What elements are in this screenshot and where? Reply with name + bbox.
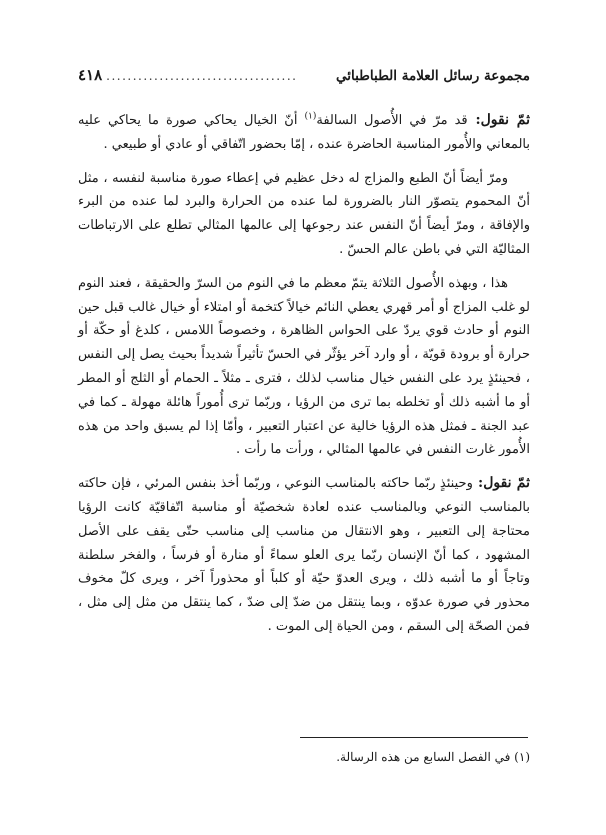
paragraph-3: هذا ، وبهذه الأُصول الثلاثة يتمّ معظم ما في النوم من السرّ والحقيقة ، فعند النوم لو غلب المزاج أو أمر قهري يعطي النائم خيالاً كتخمة أو امتلاء أو خيال غالب قبل حين النوم أو حادث قوي يردّ على الحواس الظاهرة ، وخصوصاً اللامس ، كلدغ أو حكّة أو حرارة أو برودة قويّة ، أو وارد آخر يؤثّر في الحسّ تأثيراً شديداً بحيث يصل إلى النفس ، فحينئذٍ يرد على النفس خيال مناسب لذلك ، فترى ـ مثلاً ـ الحمام أو الثلج أو المطر أو ما أشبه ذلك أو تخلطه بما ترى من الرؤيا ، وربّما ترى أُموراً هائلة مهولة ـ كما في عبد الجنة ـ فمثل هذه الرؤيا خالية عن اعتبار التعبير ، وأمّا إذا لم يسبق واحد من هذه الأُمور غارت النفس في عالمها المثالي ، ورأت ما رأت . xyxy=(78,275,530,458)
paragraph-4-text: وحينئذٍ ربّما حاكته بالمناسب النوعي ، وربّما أخذ بنفس المرئي ، فإن حاكته بالمناسب النوعي وبالمناسب عنده لعادة شخصيّة أو مناسبة اتّفاقيّة كانت الرؤيا محتاجة إلى التعبير ، وهو الانتقال من مناسب إلى مناسب حتّى يقف على الأصل المشهود ، كما أنّ الإنسان ربّما يرى العلو سماءً أو منارة أو فرساً ، والفخر سلطنة وتاجاً أو ما أشبه ذلك ، ويرى العدوّ حيّة أو كلباً أو محذوراً آخر ، ويرى كلّ مخوف محذور في صورة عدوّه ، وبما ينتقل من ضدّ إلى ضدّ ، كما ينتقل من مثل إلى مثل ، فمن الصحّة إلى السقم ، ومن الحياة إلى الموت . xyxy=(78,476,530,634)
header-dot-leader: .................................... xyxy=(106,69,298,83)
paragraph-1-text-start: قد مرّ في الأُصول السالفة xyxy=(316,113,468,128)
running-title: مجموعة رسائل العلامة الطباطبائي xyxy=(335,68,530,84)
body-text xyxy=(78,109,530,649)
footnote xyxy=(78,748,530,766)
paragraph-4 xyxy=(78,472,530,639)
paragraph-4-lead: ثمّ نقول: xyxy=(472,475,530,492)
page-header xyxy=(78,66,530,88)
paragraph-2: ومرّ أيضاً أنّ الطبع والمزاج له دخل عظيم في إعطاء صورة مناسبة لنفسه ، مثل أنّ المحموم يتصوّر النار بالضرورة لما عنده من الحرارة والبرد لما عنده من البرء والإفاقة ، ومرّ أيضاً أنّ النفس عند رجوعها إلى عالمها المثالي تطلع على الارتباطات المثاليّة التي في باطن عالم الحسّ . xyxy=(78,170,530,257)
page-number: ٤١٨ xyxy=(78,66,103,84)
footnote-reference[interactable]: (١) xyxy=(304,111,317,122)
paragraph-1-lead: ثمّ نقول: xyxy=(467,112,530,128)
paragraph-1-text-end: أنّ الخيال يحاكي صورة ما يحاكي عليه بالمعاني والأُمور المناسبة الحاضرة عنده ، إمّا بحضور اتّفاقي أو عادي أو طبيعي . xyxy=(78,113,530,152)
paragraph-1 xyxy=(78,109,530,157)
footnote-text: في الفصل السابع من هذه الرسالة. xyxy=(336,750,515,764)
footnote-divider xyxy=(300,737,528,738)
footnote-marker: (١) xyxy=(514,750,530,764)
